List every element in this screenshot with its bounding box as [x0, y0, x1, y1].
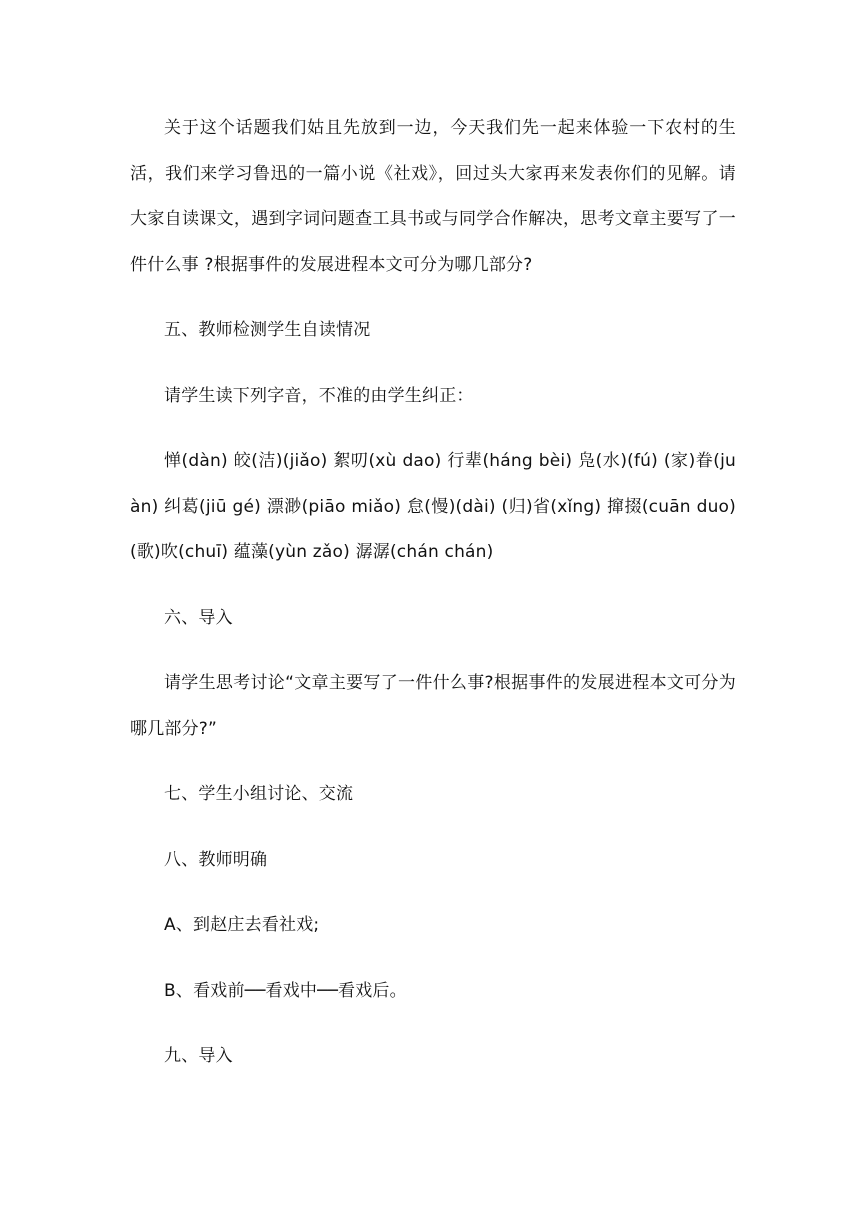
answer-item-b: B、看戏前──看戏中──看戏后。	[164, 980, 407, 1001]
discussion-prompt: 请学生思考讨论“文章主要写了一件什么事?根据事件的发展进程本文可分为哪几部分?”	[130, 673, 736, 739]
document-body	[130, 106, 736, 1100]
section-heading-7: 七、学生小组讨论、交流	[164, 784, 354, 804]
section-heading-6: 六、导入	[164, 607, 233, 628]
section-heading-9: 九、导入	[164, 1046, 233, 1066]
section-heading-8: 八、教师明确	[164, 849, 268, 870]
instruction-paragraph: 请学生读下列字音，不准的由学生纠正：	[164, 385, 474, 406]
section-heading-5: 五、教师检测学生自读情况	[164, 320, 371, 340]
answer-item-a: A、到赵庄去看社戏;	[164, 915, 320, 935]
intro-paragraph: 关于这个话题我们姑且先放到一边，今天我们先一起来体验一下农村的生活，我们来学习鲁迅的一篇小说《社戏》，回过头大家再来发表你们的见解。请大家自读课文，遇到字词问题查工具书或与同学合作解决，思考文章主要写了一件什么事 ?根据事件的发展进程本文可分为哪几部分?	[130, 118, 736, 275]
pronunciation-list: 惮(dàn) 皎(洁)(jiǎo) 絮叨(xù dao) 行辈(háng bèi) 凫(水)(fú) (家)眷(juàn) 纠葛(jiū gé) 漂渺(piāo miǎo) 怠(慢)(dài) (归)省(xǐng) 撺掇(cuān duo) (歌)吹(chuī) 蕴藻(yùn zǎo) 潺潺(chán chán)	[130, 451, 736, 562]
